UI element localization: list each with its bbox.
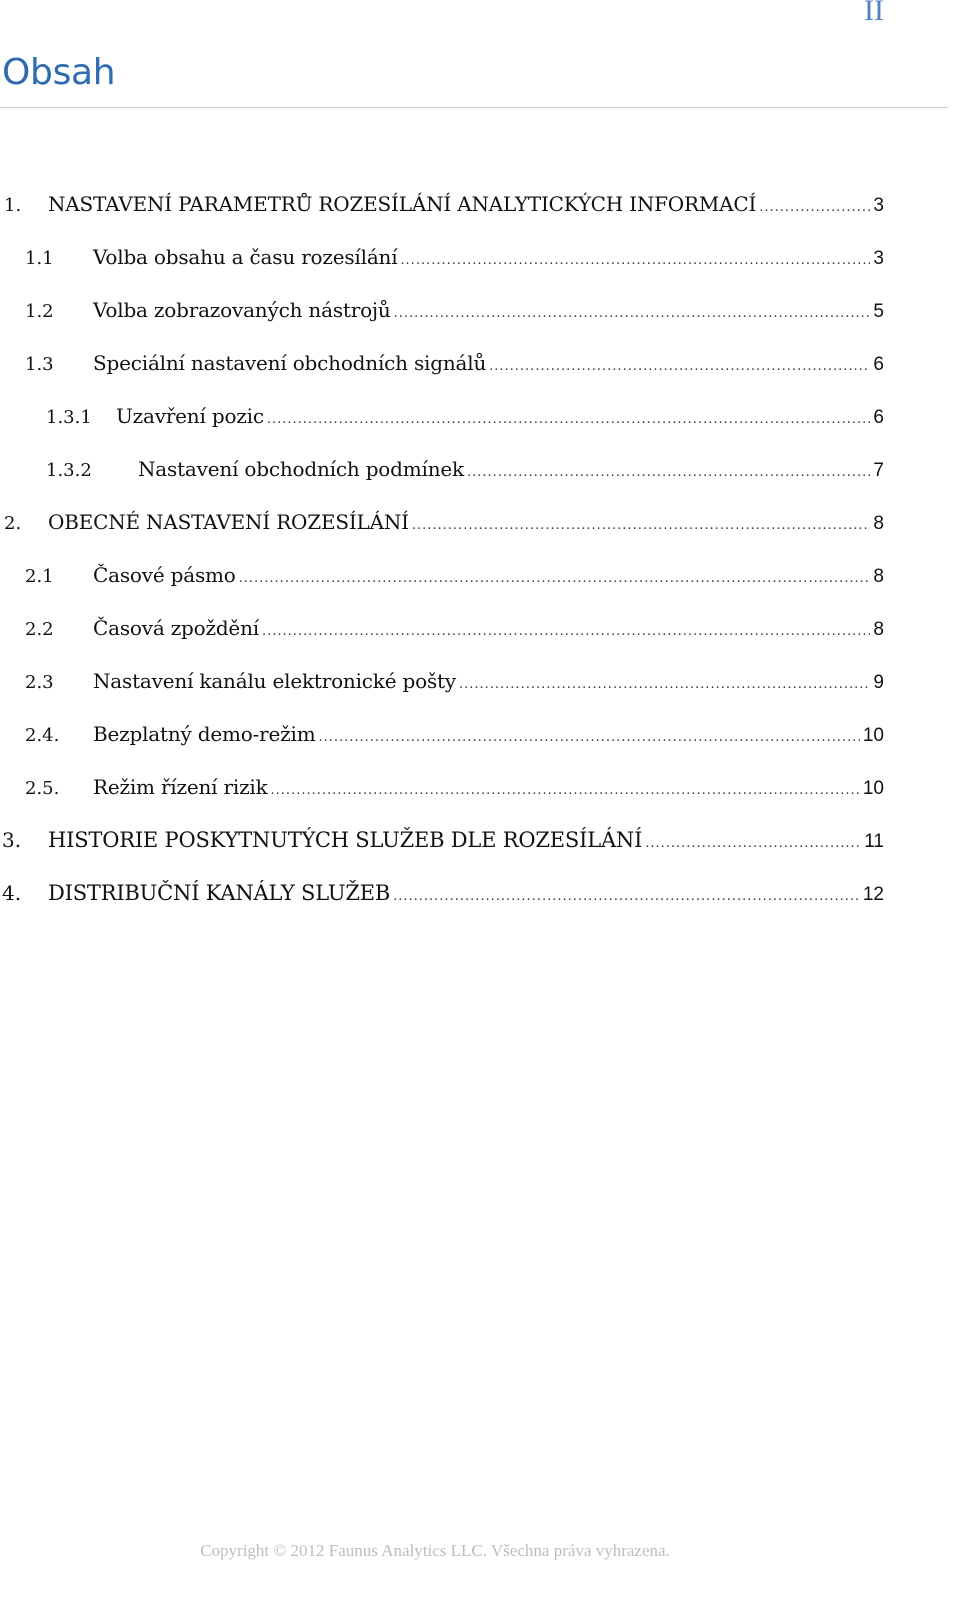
table-of-contents bbox=[0, 183, 884, 925]
toc-entry-2-3[interactable] bbox=[0, 660, 884, 713]
toc-entry-number: 2. bbox=[4, 513, 22, 534]
toc-entry-2-2[interactable] bbox=[0, 607, 884, 660]
toc-dot-leader bbox=[459, 664, 870, 706]
toc-dot-leader bbox=[489, 346, 870, 388]
toc-entry-page: 9 bbox=[873, 672, 884, 693]
toc-entry-number: 2.5. bbox=[25, 778, 60, 799]
toc-dot-leader bbox=[645, 823, 861, 865]
copyright-footer: Copyright © 2012 Faunus Analytics LLC. Všechna práva vyhrazena. bbox=[200, 1541, 670, 1560]
toc-entry-title: Časové pásmo bbox=[93, 563, 236, 587]
toc-entry-1-3[interactable] bbox=[0, 342, 884, 395]
toc-entry-title: Bezplatný demo-režim bbox=[93, 722, 316, 746]
toc-entry-3[interactable] bbox=[0, 819, 884, 872]
toc-entry-title: Časová zpoždění bbox=[93, 616, 259, 640]
toc-dot-leader bbox=[271, 770, 860, 812]
toc-dot-leader bbox=[759, 187, 870, 229]
toc-entry-title: NASTAVENÍ PARAMETRŮ ROZESÍLÁNÍ ANALYTICKÝCH INFORMACÍ bbox=[48, 192, 757, 216]
toc-entry-2-5[interactable] bbox=[0, 766, 884, 819]
title-divider bbox=[0, 107, 948, 108]
toc-entry-1[interactable] bbox=[0, 183, 884, 236]
page-number: II bbox=[864, 0, 884, 27]
toc-entry-2[interactable] bbox=[0, 501, 884, 554]
toc-entry-title: DISTRIBUČNÍ KANÁLY SLUŽEB bbox=[48, 881, 391, 905]
toc-dot-leader bbox=[239, 558, 871, 600]
toc-entry-page: 3 bbox=[873, 248, 884, 269]
toc-dot-leader bbox=[267, 399, 871, 441]
toc-entry-number: 2.1 bbox=[25, 566, 54, 587]
toc-entry-1-2[interactable] bbox=[0, 289, 884, 342]
toc-entry-page: 8 bbox=[873, 566, 884, 587]
toc-entry-number: 3. bbox=[2, 828, 22, 852]
toc-entry-title: Nastavení kanálu elektronické pošty bbox=[93, 669, 456, 693]
toc-entry-number: 1.3 bbox=[25, 354, 54, 375]
toc-entry-page: 10 bbox=[862, 778, 884, 799]
toc-entry-page: 3 bbox=[873, 195, 884, 216]
toc-entry-number: 1.2 bbox=[25, 301, 54, 322]
toc-entry-page: 6 bbox=[873, 354, 884, 375]
toc-dot-leader bbox=[467, 452, 870, 494]
toc-entry-title: Volba zobrazovaných nástrojů bbox=[93, 298, 391, 322]
toc-entry-title: Nastavení obchodních podmínek bbox=[138, 457, 464, 481]
toc-entry-title: Režim řízení rizik bbox=[93, 775, 268, 799]
toc-entry-1-1[interactable] bbox=[0, 236, 884, 289]
toc-entry-page: 12 bbox=[862, 884, 884, 905]
toc-entry-1-3-2[interactable] bbox=[0, 448, 884, 501]
toc-entry-page: 8 bbox=[873, 619, 884, 640]
toc-entry-title: Uzavření pozic bbox=[116, 404, 264, 428]
toc-entry-number: 1.3.2 bbox=[46, 460, 92, 481]
toc-entry-4[interactable] bbox=[0, 872, 884, 925]
toc-entry-title: Volba obsahu a času rozesílání bbox=[93, 245, 398, 269]
toc-entry-page: 5 bbox=[873, 301, 884, 322]
toc-entry-title: HISTORIE POSKYTNUTÝCH SLUŽEB DLE ROZESÍLÁNÍ bbox=[48, 828, 643, 852]
toc-entry-title: Speciální nastavení obchodních signálů bbox=[93, 351, 487, 375]
toc-dot-leader bbox=[318, 717, 859, 759]
toc-entry-page: 11 bbox=[864, 831, 884, 852]
toc-entry-number: 1.1 bbox=[25, 248, 54, 269]
toc-entry-page: 7 bbox=[873, 460, 884, 481]
toc-entry-title: OBECNÉ NASTAVENÍ ROZESÍLÁNÍ bbox=[48, 510, 409, 534]
toc-dot-leader bbox=[412, 505, 871, 547]
toc-entry-page: 10 bbox=[862, 725, 884, 746]
toc-entry-number: 1. bbox=[4, 195, 22, 216]
toc-entry-number: 2.2 bbox=[25, 619, 54, 640]
toc-dot-leader bbox=[394, 293, 871, 335]
toc-entry-number: 4. bbox=[2, 881, 22, 905]
toc-dot-leader bbox=[393, 876, 860, 918]
toc-entry-number: 2.3 bbox=[25, 672, 54, 693]
toc-entry-1-3-1[interactable] bbox=[0, 395, 884, 448]
toc-entry-2-1[interactable] bbox=[0, 554, 884, 607]
toc-entry-page: 8 bbox=[873, 513, 884, 534]
toc-entry-2-4[interactable] bbox=[0, 713, 884, 766]
toc-entry-number: 2.4. bbox=[25, 725, 60, 746]
page-title: Obsah bbox=[2, 52, 116, 93]
toc-dot-leader bbox=[262, 611, 870, 653]
toc-entry-number: 1.3.1 bbox=[46, 407, 92, 428]
toc-entry-page: 6 bbox=[873, 407, 884, 428]
toc-dot-leader bbox=[400, 240, 870, 282]
